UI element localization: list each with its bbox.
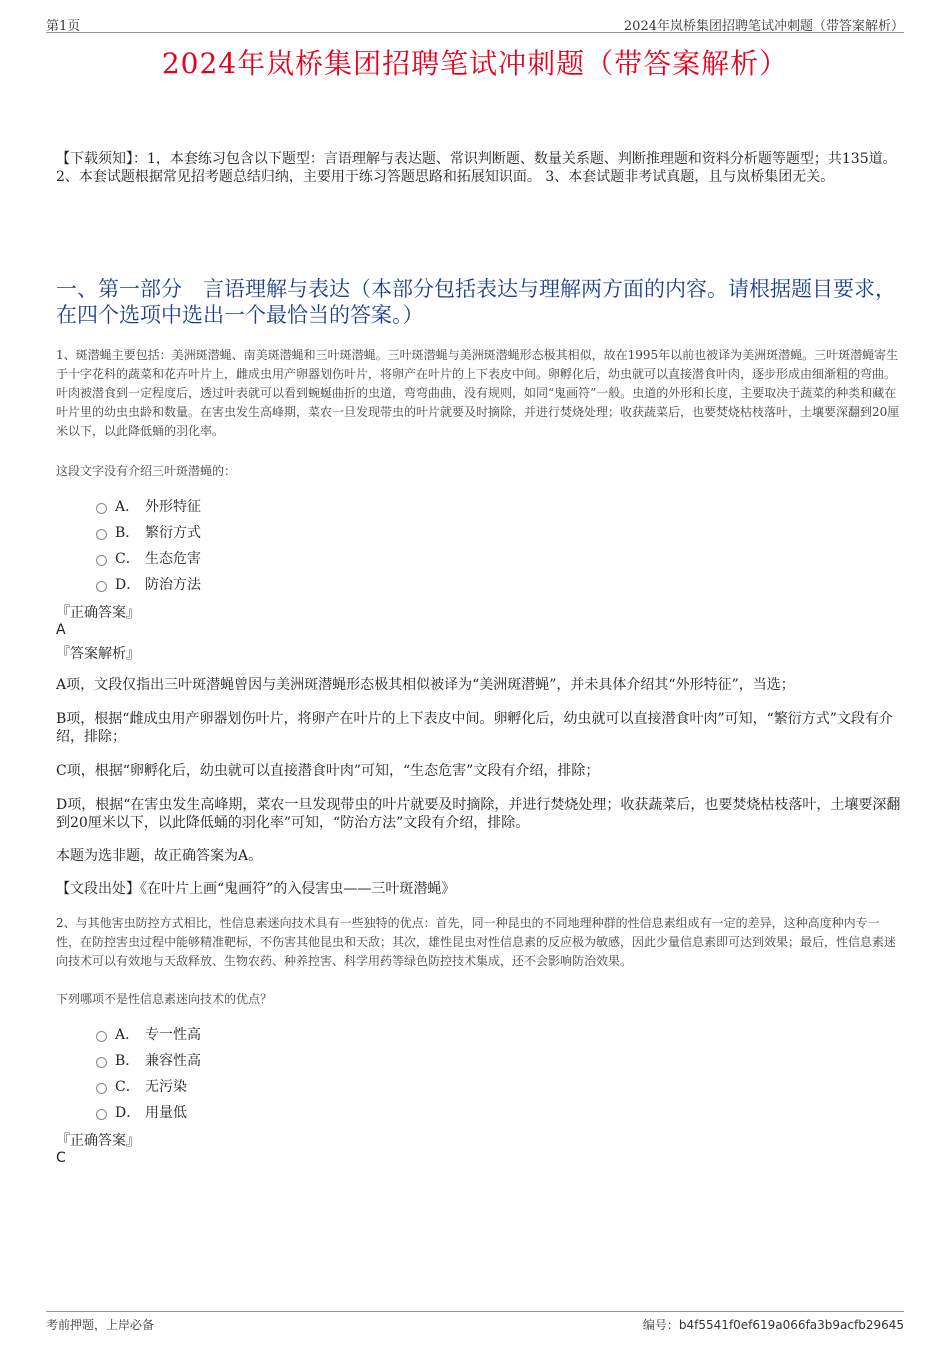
analysis-conclusion: 本题为选非题，故正确答案为A。 bbox=[56, 848, 263, 864]
download-notice: 【下载须知】：1，本套练习包含以下题型：言语理解与表达题、常识判断题、数量关系题、判断推理题和资料分析题等题型；共135道。 2、本套试题根据常见招考题总结归纳，主要用于练习答题思路和拓展知识面。 3、本套试题非考试真题，且与岚桥集团无关。 bbox=[56, 151, 897, 185]
header-doc-title: 2024年岚桥集团招聘笔试冲刺题（带答案解析） bbox=[623, 19, 904, 34]
analysis-a: A项，文段仅指出三叶斑潜蝇曾因与美洲斑潜蝇形态极其相似被译为“美洲斑潜蝇”，并未具体介绍其“外形特征”，当选； bbox=[56, 677, 795, 693]
analysis-b: B项，根据“雌成虫用产卵器划伤叶片，将卵产在叶片的上下表皮中间。卵孵化后，幼虫就可以直接潜食叶肉”可知，“繁衍方式”文段有介绍，排除； bbox=[56, 711, 893, 745]
question-2-options bbox=[96, 1021, 201, 1125]
footer-slogan: 考前押题，上岸必备 bbox=[46, 1318, 155, 1332]
radio-icon[interactable] bbox=[96, 555, 107, 566]
section-heading: 一、第一部分 言语理解与表达（本部分包括表达与理解两方面的内容。请根据题目要求，在四个选项中选出一个最恰当的答案。） bbox=[56, 277, 896, 327]
radio-icon[interactable] bbox=[96, 581, 107, 592]
footer-doc-id: 编号：b4f5541f0ef619a066fa3b9acfb29645 bbox=[642, 1318, 904, 1332]
page-number: 第1页 bbox=[46, 19, 81, 34]
option-b[interactable]: B． 繁衍方式 bbox=[96, 519, 201, 545]
radio-icon[interactable] bbox=[96, 1109, 107, 1120]
answer-value: A bbox=[56, 622, 66, 638]
option-c[interactable]: C． 生态危害 bbox=[96, 545, 201, 571]
option-c[interactable]: C． 无污染 bbox=[96, 1073, 201, 1099]
question-2-prompt: 下列哪项不是性信息素迷向技术的优点？ bbox=[56, 992, 273, 1006]
answer-value: C bbox=[56, 1150, 66, 1166]
page-title: 2024年岚桥集团招聘笔试冲刺题（带答案解析） bbox=[161, 47, 789, 80]
option-d[interactable]: D． 防治方法 bbox=[96, 571, 201, 597]
option-a[interactable]: A． 外形特征 bbox=[96, 493, 201, 519]
radio-icon[interactable] bbox=[96, 1083, 107, 1094]
page-header bbox=[46, 12, 904, 33]
radio-icon[interactable] bbox=[96, 529, 107, 540]
question-2-text: 2、与其他害虫防控方式相比，性信息素迷向技术具有一些独特的优点：首先，同一种昆虫的不同地理种群的性信息素组成有一定的差异，这种高度种内专一性，在防控害虫过程中能够精准靶标，不伤害其他昆虫和天敌；其次，雄性昆虫对性信息素的反应极为敏感，因此少量信息素即可达到效果；最后，性信息素迷向技术可以有效地与天敌释放、生物农药、种养控害、科学用药等绿色防控技术集成，还不会影响防治效果。 bbox=[56, 916, 897, 968]
radio-icon[interactable] bbox=[96, 1057, 107, 1068]
radio-icon[interactable] bbox=[96, 1031, 107, 1042]
question-1-text: 1、斑潜蝇主要包括：美洲斑潜蝇、南美斑潜蝇和三叶斑潜蝇。三叶斑潜蝇与美洲斑潜蝇形态极其相似，故在1995年以前也被译为美洲斑潜蝇。三叶斑潜蝇寄生于十字花科的蔬菜和花卉叶片上，雌成虫用产卵器划伤叶片，将卵产在叶片的上下表皮中间。卵孵化后，幼虫就可以直接潜食叶肉，逐步形成由细渐粗的弯曲。叶肉被潜食到一定程度后，透过叶表就可以看到蜿蜒曲折的虫道，弯弯曲曲，没有规则，如同“鬼画符”一般。虫道的外形和长度，主要取决于蔬菜的种类和藏在叶片里的幼虫虫龄和数量。在害虫发生高峰期，菜农一旦发现带虫的叶片就要及时摘除，并进行焚烧处理；收获蔬菜后，也要焚烧枯枝落叶，土壤要深翻到20厘米以下，以此降低蛹的羽化率。 bbox=[56, 348, 900, 438]
analysis-d: D项，根据“在害虫发生高峰期，菜农一旦发现带虫的叶片就要及时摘除，并进行焚烧处理；收获蔬菜后，也要焚烧枯枝落叶，土壤要深翻到20厘米以下，以此降低蛹的羽化率”可知，“防治方法”文段有介绍，排除。 bbox=[56, 797, 901, 831]
option-d[interactable]: D． 用量低 bbox=[96, 1099, 201, 1125]
analysis-source: 【文段出处】《在叶片上画“鬼画符”的入侵害虫——三叶斑潜蝇》 bbox=[56, 881, 456, 897]
analysis-c: C项，根据“卵孵化后，幼虫就可以直接潜食叶肉”可知，“生态危害”文段有介绍，排除； bbox=[56, 763, 600, 779]
answer-label: 『正确答案』 bbox=[56, 605, 140, 621]
option-b[interactable]: B． 兼容性高 bbox=[96, 1047, 201, 1073]
answer-label: 『正确答案』 bbox=[56, 1133, 140, 1149]
option-a[interactable]: A． 专一性高 bbox=[96, 1021, 201, 1047]
radio-icon[interactable] bbox=[96, 503, 107, 514]
question-1-options bbox=[96, 493, 201, 597]
page-footer bbox=[46, 1311, 904, 1332]
analysis-label: 『答案解析』 bbox=[56, 646, 140, 662]
question-1-prompt: 这段文字没有介绍三叶斑潜蝇的： bbox=[56, 464, 237, 478]
